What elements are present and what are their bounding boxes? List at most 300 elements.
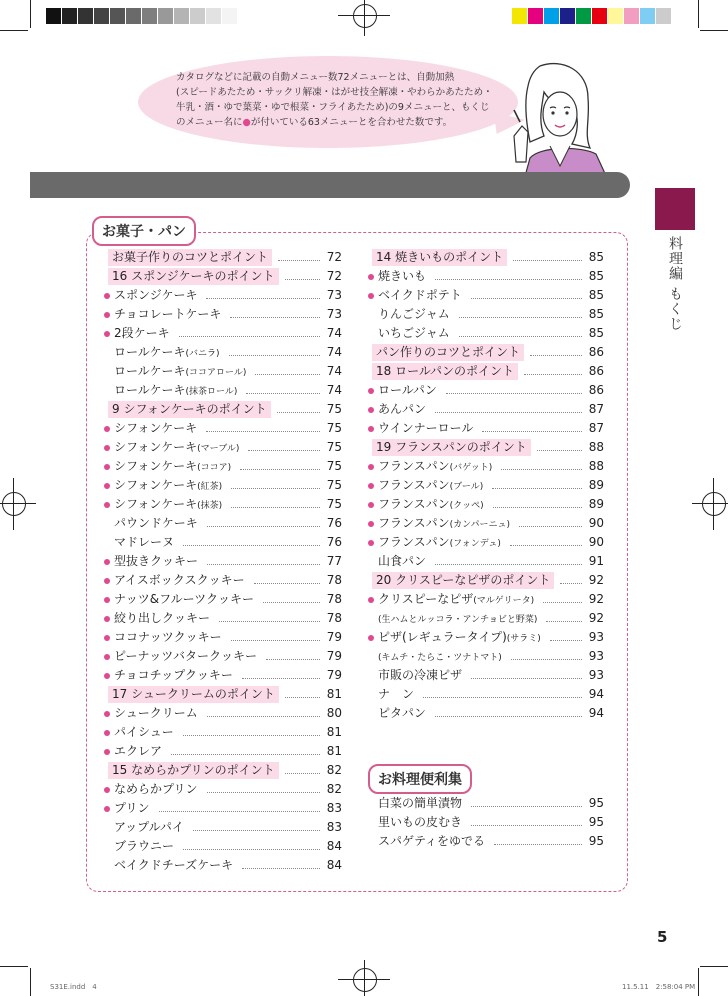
dot-leader: [285, 697, 320, 698]
dot-leader: [550, 640, 582, 641]
toc-entry-variant: (バゲット): [449, 463, 493, 473]
grayscale-color-bar: [46, 8, 238, 24]
toc-entry[interactable]: [368, 362, 604, 381]
toc-entry[interactable]: [368, 343, 604, 362]
toc-entry[interactable]: [104, 571, 342, 590]
bullet-dot-icon: [104, 464, 110, 470]
dot-leader: [459, 336, 582, 337]
dot-leader: [524, 374, 582, 375]
side-tab-label: 料理編 もくじ: [667, 236, 683, 332]
toc-entry-variant: (フォンデュ): [449, 539, 501, 549]
toc-entry-label: [114, 476, 225, 497]
toc-page-number: 87: [588, 421, 604, 435]
bullet-dot-icon: [104, 616, 110, 622]
toc-entry-title: 市販の冷凍ピザ: [378, 668, 463, 682]
toc-entry[interactable]: [104, 381, 342, 400]
toc-page-number: 85: [588, 326, 604, 340]
dot-leader: [471, 678, 582, 679]
toc-entry[interactable]: [368, 571, 604, 590]
toc-entry[interactable]: [104, 267, 342, 286]
toc-entry[interactable]: [104, 742, 342, 761]
toc-entry-title: アップルパイ: [114, 820, 184, 834]
toc-entry-label: [114, 305, 224, 324]
dot-leader: [471, 298, 582, 299]
toc-page-number: 95: [588, 834, 604, 848]
toc-entry-title: いちごジャム: [378, 326, 450, 340]
toc-page-number: 89: [588, 497, 604, 511]
toc-entry[interactable]: [104, 495, 342, 514]
toc-entry[interactable]: [104, 400, 342, 419]
toc-entry-variant: (マーブル): [197, 444, 240, 454]
toc-entry-title: ロールケーキ: [114, 345, 186, 359]
toc-entry-label: [378, 704, 429, 723]
dot-leader: [435, 716, 582, 717]
toc-entry[interactable]: [104, 533, 342, 552]
toc-entry-variant: (ココア): [197, 463, 232, 473]
toc-page-number: 94: [588, 687, 604, 701]
dot-leader: [255, 374, 320, 375]
toc-entry[interactable]: [104, 343, 342, 362]
toc-page-number: 75: [326, 402, 342, 416]
bullet-dot-icon: [104, 578, 110, 584]
dot-leader: [543, 602, 582, 603]
bullet-dot-icon: [104, 502, 110, 508]
toc-entry-title: チョコチップクッキー: [114, 668, 233, 682]
toc-entry-title: お菓子作りのコツとポイント: [112, 250, 269, 264]
dot-leader: [193, 830, 320, 831]
toc-entry-highlight-label: [372, 344, 524, 361]
toc-right-column: [368, 248, 604, 723]
toc-entry[interactable]: [104, 476, 342, 495]
toc-entry-label: [378, 457, 495, 478]
toc-page-number: 81: [326, 725, 342, 739]
toc-page-number: 86: [588, 345, 604, 359]
toc-entry[interactable]: [104, 666, 342, 685]
color-swatch: [560, 8, 576, 24]
toc-page-number: 83: [326, 820, 342, 834]
toc-page-number: 75: [326, 421, 342, 435]
speech-bubble-text: カタログなどに記載の自動メニュー数72メニューとは、自動加熱 (スピードあたため・サックリ解凍・はがせ技全解凍・やわらかあたため・ 牛乳・酒・ゆで葉菜・ゆで根菜・フライあたため)の9メニューと、もくじ のメニュー名に●が付いている63メニューとを合わせた数です。: [176, 72, 493, 128]
color-swatch: [656, 8, 672, 24]
bullet-dot-icon: [368, 274, 374, 280]
bullet-dot-icon: [368, 407, 374, 413]
toc-entry[interactable]: [104, 837, 342, 856]
toc-page-number: 75: [326, 478, 342, 492]
toc-page-number: 73: [326, 288, 342, 302]
bullet-dot-icon: [104, 673, 110, 679]
toc-entry[interactable]: [104, 818, 342, 837]
section-heading-cooking-tips: お料理便利集: [368, 764, 472, 794]
toc-entry-label: [114, 799, 153, 818]
dot-leader: [248, 450, 320, 451]
bullet-dot-icon: [104, 597, 110, 603]
print-timestamp: 11.5.11 2:58:04 PM: [622, 983, 696, 991]
toc-entry[interactable]: [104, 286, 342, 305]
bullet-dot-icon: [104, 426, 110, 432]
color-swatch: [126, 8, 142, 24]
toc-entry-label: [378, 305, 453, 324]
toc-entry-variant: (カンパーニュ): [449, 520, 511, 530]
dot-leader: [219, 621, 320, 622]
toc-entry-title: チョコレートケーキ: [114, 307, 222, 321]
toc-entry[interactable]: [368, 305, 604, 324]
toc-entry-title: 19 フランスパンのポイント: [376, 440, 527, 454]
bullet-dot-icon: [104, 654, 110, 660]
toc-page-number: 81: [326, 744, 342, 758]
toc-entry-label: [378, 628, 544, 649]
toc-entry-highlight-label: [108, 762, 279, 779]
color-swatch: [592, 8, 608, 24]
toc-entry-label: [378, 400, 429, 419]
toc-entry[interactable]: [368, 794, 604, 813]
toc-entry-title: スパゲティをゆでる: [378, 834, 486, 848]
dot-leader: [230, 317, 320, 318]
toc-page-number: 75: [326, 497, 342, 511]
toc-entry[interactable]: [368, 704, 604, 723]
toc-page-number: 85: [588, 288, 604, 302]
toc-entry-variant: (サラミ): [506, 634, 541, 644]
color-swatch: [576, 8, 592, 24]
toc-page-number: 77: [326, 554, 342, 568]
toc-entry[interactable]: [104, 685, 342, 704]
toc-entry-label: [114, 552, 201, 571]
dot-leader: [266, 659, 320, 660]
bullet-dot-icon: [368, 464, 374, 470]
toc-page-number: 92: [588, 592, 604, 606]
toc-page-number: 75: [326, 459, 342, 473]
bullet-dot-icon: [104, 483, 110, 489]
toc-entry[interactable]: [368, 400, 604, 419]
dot-leader: [435, 564, 582, 565]
toc-entry-title: ピーナッツバタークッキー: [114, 649, 258, 663]
color-swatch: [608, 8, 624, 24]
toc-entry-title: プリン: [114, 801, 150, 815]
toc-entry[interactable]: [104, 457, 342, 476]
toc-entry-title: 15 なめらかプリンのポイント: [112, 763, 275, 777]
toc-page-number: 74: [326, 345, 342, 359]
toc-entry[interactable]: [368, 628, 604, 647]
toc-entry-label: [378, 647, 505, 668]
color-swatch: [94, 8, 110, 24]
toc-entry-label: [114, 419, 200, 438]
toc-page-number: 83: [326, 801, 342, 815]
dot-leader: [240, 469, 320, 470]
toc-cooking-tips-column: [368, 794, 604, 851]
toc-page-number: 89: [588, 478, 604, 492]
toc-page-number: 93: [588, 668, 604, 682]
toc-page-number: 95: [588, 796, 604, 810]
toc-entry[interactable]: [104, 799, 342, 818]
dot-leader: [207, 564, 320, 565]
toc-entry-title: ロールパン: [378, 383, 437, 397]
toc-page-number: 93: [588, 630, 604, 644]
toc-entry-label: [114, 381, 240, 402]
toc-entry[interactable]: [104, 609, 342, 628]
toc-entry[interactable]: [368, 438, 604, 457]
dot-leader: [207, 792, 320, 793]
toc-entry-label: [378, 794, 465, 813]
dot-leader: [511, 659, 582, 660]
toc-entry[interactable]: [368, 286, 604, 305]
toc-entry[interactable]: [104, 305, 342, 324]
bullet-dot-icon: [104, 711, 110, 717]
toc-entry[interactable]: [368, 324, 604, 343]
toc-entry-label: [114, 457, 234, 478]
toc-entry-label: [114, 704, 201, 723]
toc-page-number: 78: [326, 611, 342, 625]
toc-entry-title: ロールケーキ: [114, 364, 186, 378]
bullet-dot-icon: [104, 331, 110, 337]
dot-leader: [183, 735, 320, 736]
toc-entry[interactable]: [368, 609, 604, 628]
color-swatch: [624, 8, 640, 24]
side-tab-marker: [655, 188, 695, 230]
toc-entry-title: クリスピーなピザ: [378, 592, 474, 606]
toc-entry-title: 焼きいも: [378, 269, 427, 283]
toc-entry-label: [114, 438, 242, 459]
toc-entry-title: 型抜きクッキー: [114, 554, 199, 568]
toc-entry-title: ピタパン: [378, 706, 426, 720]
dot-leader: [254, 583, 320, 584]
bullet-dot-icon: [104, 749, 110, 755]
toc-entry-title: ベイクドチーズケーキ: [114, 858, 234, 872]
bullet-dot-icon: [368, 293, 374, 299]
toc-page-number: 79: [326, 649, 342, 663]
toc-page-number: 88: [588, 440, 604, 454]
dot-leader: [493, 507, 582, 508]
toc-page-number: 90: [588, 535, 604, 549]
toc-entry-label: [114, 818, 187, 837]
dot-leader: [519, 526, 582, 527]
toc-page-number: 76: [326, 516, 342, 530]
toc-page-number: 73: [326, 307, 342, 321]
bullet-dot-icon: [104, 806, 110, 812]
toc-page-number: 93: [588, 649, 604, 663]
toc-entry-variant: (生ハムとルッコラ・アンチョビと野菜): [378, 615, 538, 625]
page-number: 5: [657, 928, 668, 946]
toc-entry[interactable]: [104, 590, 342, 609]
toc-entry-highlight-label: [372, 249, 507, 266]
dot-leader: [277, 412, 320, 413]
bullet-dot-icon: [104, 293, 110, 299]
toc-entry[interactable]: [368, 590, 604, 609]
toc-entry-title: フランスパン: [378, 535, 450, 549]
toc-entry[interactable]: [104, 628, 342, 647]
toc-entry-variant: (キムチ・たらこ・ツナトマト): [378, 653, 502, 663]
dot-leader: [513, 260, 582, 261]
toc-page-number: 72: [326, 269, 342, 283]
dot-leader: [494, 844, 582, 845]
toc-entry-title: ココナッツクッキー: [114, 630, 222, 644]
dot-leader: [231, 507, 320, 508]
toc-entry-label: [378, 685, 417, 704]
toc-entry-title: シフォンケーキ: [114, 440, 198, 454]
toc-entry-title: 2段ケーキ: [114, 326, 170, 340]
toc-entry[interactable]: [368, 248, 604, 267]
toc-entry-label: [378, 419, 476, 438]
toc-entry[interactable]: [368, 666, 604, 685]
toc-page-number: 85: [588, 307, 604, 321]
woman-illustration: [500, 62, 610, 180]
toc-entry[interactable]: [104, 761, 342, 780]
color-swatch: [46, 8, 62, 24]
toc-entry-label: [378, 609, 540, 630]
bullet-dot-icon: [104, 635, 110, 641]
toc-entry-title: エクレア: [114, 744, 163, 758]
section-heading-sweets-bread: お菓子・パン: [92, 216, 196, 246]
toc-entry[interactable]: [368, 381, 604, 400]
toc-entry-title: ピザ(レギュラータイプ): [378, 630, 507, 644]
toc-entry[interactable]: [368, 552, 604, 571]
toc-entry[interactable]: [368, 476, 604, 495]
toc-entry-label: [378, 832, 488, 851]
dot-leader: [492, 488, 582, 489]
toc-entry[interactable]: [368, 514, 604, 533]
toc-entry-label: [114, 628, 225, 647]
dot-leader: [446, 393, 582, 394]
toc-entry[interactable]: [104, 856, 342, 875]
toc-entry[interactable]: [104, 552, 342, 571]
bullet-dot-icon: [368, 426, 374, 432]
toc-entry-title: パウンドケーキ: [114, 516, 198, 530]
dot-leader: [207, 716, 320, 717]
toc-entry-label: [114, 856, 236, 875]
dot-leader: [510, 545, 582, 546]
toc-entry[interactable]: [368, 419, 604, 438]
toc-entry[interactable]: [104, 248, 342, 267]
toc-entry-title: 里いもの皮むき: [378, 815, 463, 829]
toc-entry-label: [114, 742, 165, 761]
dot-leader: [546, 621, 582, 622]
toc-entry-title: 17 シュークリームのポイント: [112, 687, 275, 701]
color-swatch: [640, 8, 656, 24]
toc-entry[interactable]: [368, 533, 604, 552]
toc-entry[interactable]: [368, 267, 604, 286]
toc-entry-label: [114, 647, 260, 666]
toc-entry[interactable]: [368, 647, 604, 666]
toc-entry-title: 20 クリスピーなピザのポイント: [376, 573, 551, 587]
toc-entry-label: [114, 286, 200, 305]
toc-entry[interactable]: [368, 457, 604, 476]
toc-entry[interactable]: [104, 704, 342, 723]
toc-page-number: 86: [588, 364, 604, 378]
bullet-dot-icon: [368, 521, 374, 527]
toc-entry-title: シフォンケーキ: [114, 421, 198, 435]
toc-entry[interactable]: [104, 723, 342, 742]
toc-entry[interactable]: [104, 514, 342, 533]
toc-entry-label: [378, 666, 465, 685]
toc-entry-variant: (マルゲリータ): [473, 596, 535, 606]
toc-entry-highlight-label: [108, 686, 279, 703]
toc-entry-highlight-label: [108, 249, 272, 266]
toc-entry[interactable]: [368, 495, 604, 514]
toc-entry-highlight-label: [372, 439, 531, 456]
toc-entry[interactable]: [104, 324, 342, 343]
toc-entry-title: ナッツ&フルーツクッキー: [114, 592, 255, 606]
toc-page-number: 76: [326, 535, 342, 549]
dot-leader: [423, 697, 582, 698]
toc-page-number: 82: [326, 782, 342, 796]
toc-entry-label: [114, 343, 223, 364]
toc-page-number: 88: [588, 459, 604, 473]
toc-entry[interactable]: [104, 362, 342, 381]
dot-leader: [231, 488, 320, 489]
color-swatch: [158, 8, 174, 24]
color-swatch: [512, 8, 528, 24]
toc-entry-label: [114, 590, 257, 609]
toc-entry-title: ナ ン: [378, 687, 415, 701]
process-color-bar: [512, 8, 672, 24]
toc-entry[interactable]: [104, 419, 342, 438]
toc-page-number: 72: [326, 250, 342, 264]
dot-leader: [471, 806, 582, 807]
toc-entry-variant: (抹茶): [197, 501, 223, 511]
toc-entry-label: [114, 723, 177, 742]
toc-page-number: 95: [588, 815, 604, 829]
toc-entry-highlight-label: [372, 363, 518, 380]
toc-page-number: 85: [588, 250, 604, 264]
toc-page-number: 74: [326, 383, 342, 397]
toc-entry-title: フランスパン: [378, 516, 450, 530]
toc-entry-title: フランスパン: [378, 459, 450, 473]
toc-page-number: 92: [588, 611, 604, 625]
dot-leader: [231, 640, 320, 641]
color-swatch: [78, 8, 94, 24]
toc-entry-title: アイスボックスクッキー: [114, 573, 245, 587]
toc-entry-title: フランスパン: [378, 478, 450, 492]
toc-entry-title: シフォンケーキ: [114, 497, 198, 511]
dot-leader: [482, 431, 582, 432]
color-swatch: [142, 8, 158, 24]
toc-entry-highlight-label: [108, 401, 271, 418]
color-swatch: [528, 8, 544, 24]
toc-entry-label: [114, 666, 236, 685]
toc-entry-title: 絞り出しクッキー: [114, 611, 211, 625]
toc-entry-label: [114, 495, 225, 516]
toc-entry-title: シフォンケーキ: [114, 478, 198, 492]
color-swatch: [190, 8, 206, 24]
toc-entry-title: 14 焼きいものポイント: [376, 250, 504, 264]
toc-entry[interactable]: [104, 780, 342, 799]
dot-leader: [435, 279, 582, 280]
toc-entry-label: [378, 514, 513, 535]
toc-entry[interactable]: [368, 685, 604, 704]
toc-entry-label: [378, 324, 453, 343]
dot-leader: [206, 431, 320, 432]
toc-entry-variant: (バニラ): [185, 349, 220, 359]
toc-entry[interactable]: [104, 438, 342, 457]
color-swatch: [62, 8, 78, 24]
toc-page-number: 74: [326, 326, 342, 340]
bullet-dot-icon: [368, 388, 374, 394]
toc-page-number: 78: [326, 592, 342, 606]
toc-entry[interactable]: [104, 647, 342, 666]
toc-entry-title: 16 スポンジケーキのポイント: [112, 269, 275, 283]
toc-entry-title: シュークリーム: [114, 706, 198, 720]
toc-entry[interactable]: [368, 813, 604, 832]
toc-entry-label: [114, 324, 173, 343]
bullet-dot-icon: [104, 787, 110, 793]
toc-page-number: 79: [326, 630, 342, 644]
toc-page-number: 92: [588, 573, 604, 587]
toc-entry[interactable]: [368, 832, 604, 851]
toc-entry-title: フランスパン: [378, 497, 450, 511]
dot-leader: [246, 393, 320, 394]
color-swatch: [110, 8, 126, 24]
toc-entry-label: [378, 533, 504, 554]
toc-entry-title: パイシュー: [114, 725, 174, 739]
dot-leader: [229, 355, 320, 356]
